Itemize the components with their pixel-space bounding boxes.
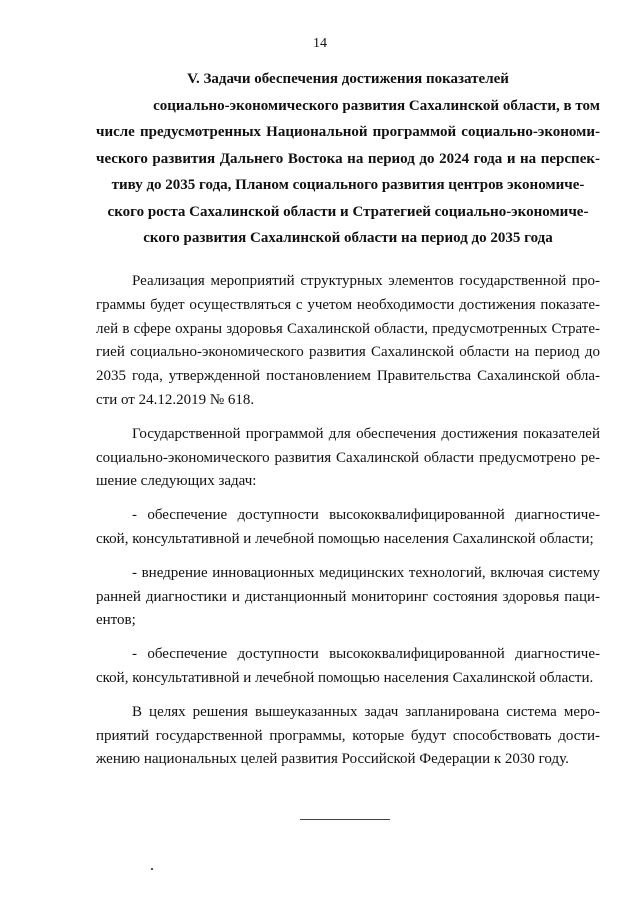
- list-item-task-2: [96, 562, 600, 633]
- scan-speck: [151, 868, 153, 870]
- text-line: ентов;: [96, 612, 136, 629]
- heading-line: ского роста Сахалинской области и Стратегией социально-экономиче-: [107, 203, 589, 220]
- text-line: сти от 24.12.2019 № 618.: [96, 391, 255, 408]
- paragraph-implementation: [96, 270, 600, 413]
- text-line: 2035 года, утвержденной постановлением Правительства Сахалинской обла-: [96, 368, 600, 385]
- heading-line: ского развития Сахалинской области на период до 2035 года: [143, 230, 553, 246]
- text-line: жению национальных целей развития Российской Федерации к 2030 году.: [96, 751, 569, 768]
- text-line: - внедрение инновационных медицинских технологий, включая систему: [132, 564, 600, 581]
- heading-line: V. Задачи обеспечения достижения показателей: [187, 71, 509, 87]
- text-line: граммы будет осуществляться с учетом необходимости достижения показате-: [96, 296, 600, 313]
- document-body: [96, 270, 600, 782]
- heading-line: ческого развития Дальнего Востока на период до 2024 года и на перспек-: [96, 150, 600, 167]
- section-heading: [96, 66, 600, 252]
- text-line: ской, консультативной и лечебной помощью населения Сахалинской области.: [96, 669, 594, 686]
- text-line: - обеспечение доступности высококвалифицированной диагностиче-: [132, 646, 600, 663]
- heading-line: социально-экономического развития Сахалинской области, в том: [153, 97, 600, 114]
- text-line: гией социально-экономического развития Сахалинской области на период до: [96, 344, 600, 361]
- heading-line: числе предусмотренных Национальной программой социально-экономи-: [96, 124, 600, 140]
- text-line: социально-экономического развития Сахалинской области предусмотрено ре-: [96, 449, 600, 466]
- text-line: - обеспечение доступности высококвалифицированной диагностиче-: [132, 507, 600, 524]
- page-number: 14: [313, 36, 327, 51]
- text-line: ской, консультативной и лечебной помощью населения Сахалинской области;: [96, 530, 594, 547]
- list-item-task-1: [96, 504, 600, 552]
- text-line: Государственной программой для обеспечения достижения показателей: [132, 425, 600, 442]
- end-separator-line: [300, 819, 390, 820]
- text-line: Реализация мероприятий структурных элементов государственной про-: [132, 273, 600, 289]
- text-line: лей в сфере охраны здоровья Сахалинской области, предусмотренных Страте-: [96, 320, 600, 337]
- list-item-task-3: [96, 643, 600, 691]
- paragraph-tasks-intro: [96, 423, 600, 494]
- paragraph-conclusion: [96, 701, 600, 772]
- text-line: шение следующих задач:: [96, 473, 257, 490]
- text-line: ранней диагностики и дистанционный мониторинг состояния здоровья паци-: [96, 588, 600, 605]
- text-line: приятий государственной программы, которые будут способствовать дости-: [96, 727, 600, 744]
- heading-line: тиву до 2035 года, Планом социального развития центров экономиче-: [111, 177, 585, 193]
- text-line: В целях решения вышеуказанных задач запланирована система меро-: [132, 703, 600, 720]
